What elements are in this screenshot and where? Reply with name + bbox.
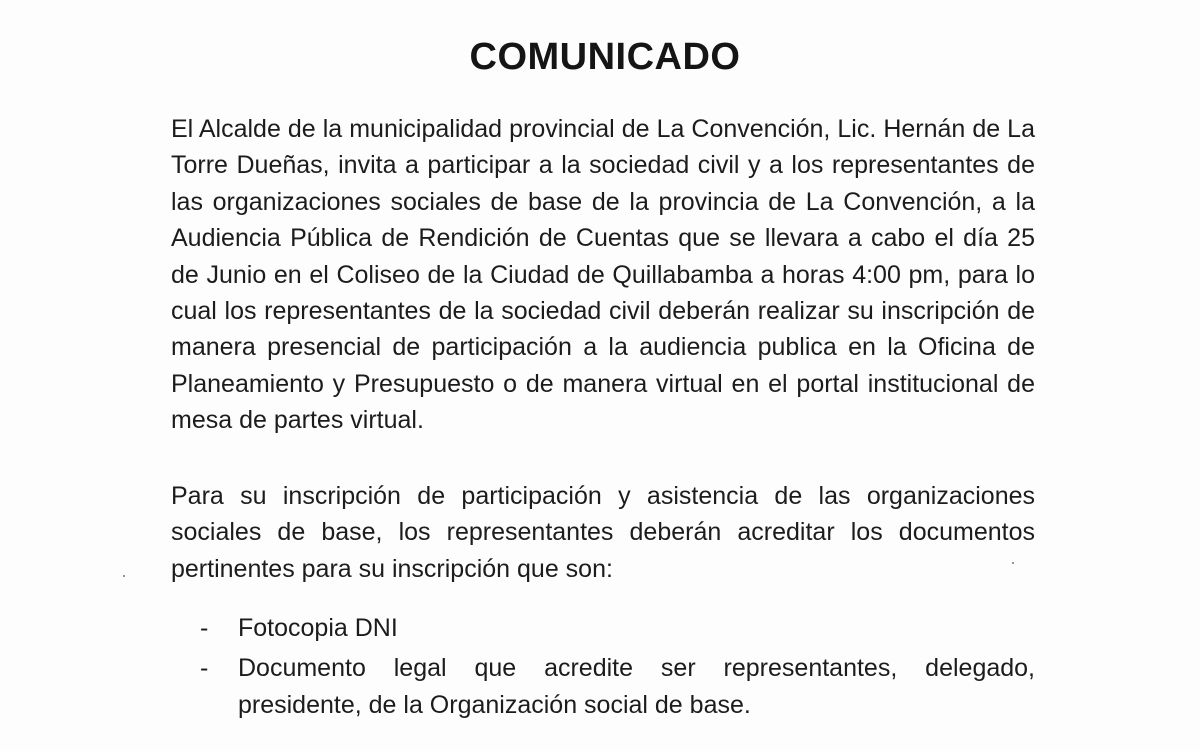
scan-speck — [1012, 562, 1014, 564]
document-title: COMUNICADO — [469, 36, 741, 78]
list-bullet: - — [200, 654, 209, 683]
list-item — [200, 650, 1035, 723]
requirement-text: Fotocopia DNI — [238, 614, 398, 642]
list-bullet: - — [200, 614, 209, 642]
scan-speck — [123, 575, 125, 577]
paragraph-registration: Para su inscripción de participación y asistencia de las organizaciones sociales de base, los representantes deberán acreditar los documentos pertinentes para su inscripción que son: — [171, 482, 1035, 583]
requirements-list — [200, 610, 1035, 727]
list-item — [200, 610, 1035, 646]
paragraph-invitation: El Alcalde de la municipalidad provincial de La Convención, Lic. Hernán de La Torre Dueñas, invita a participar a la sociedad civil y a los representantes de las organizaciones sociales de base de la provincia de La Convención, a la Audiencia Pública de Rendición de Cuentas que se llevara a cabo el día 25 de Junio en el Coliseo de la Ciudad de Quillabamba a horas 4:00 pm, para lo cual los representantes de la sociedad civil deberán realizar su inscripción de manera presencial de participación a la audiencia publica en la Oficina de Planeamiento y Presupuesto o de manera virtual en el portal institucional de mesa de partes virtual. — [171, 115, 1035, 435]
requirement-text: Documento legal que acredite ser representantes, delegado, presidente, de la Organización social de base. — [238, 654, 1035, 719]
